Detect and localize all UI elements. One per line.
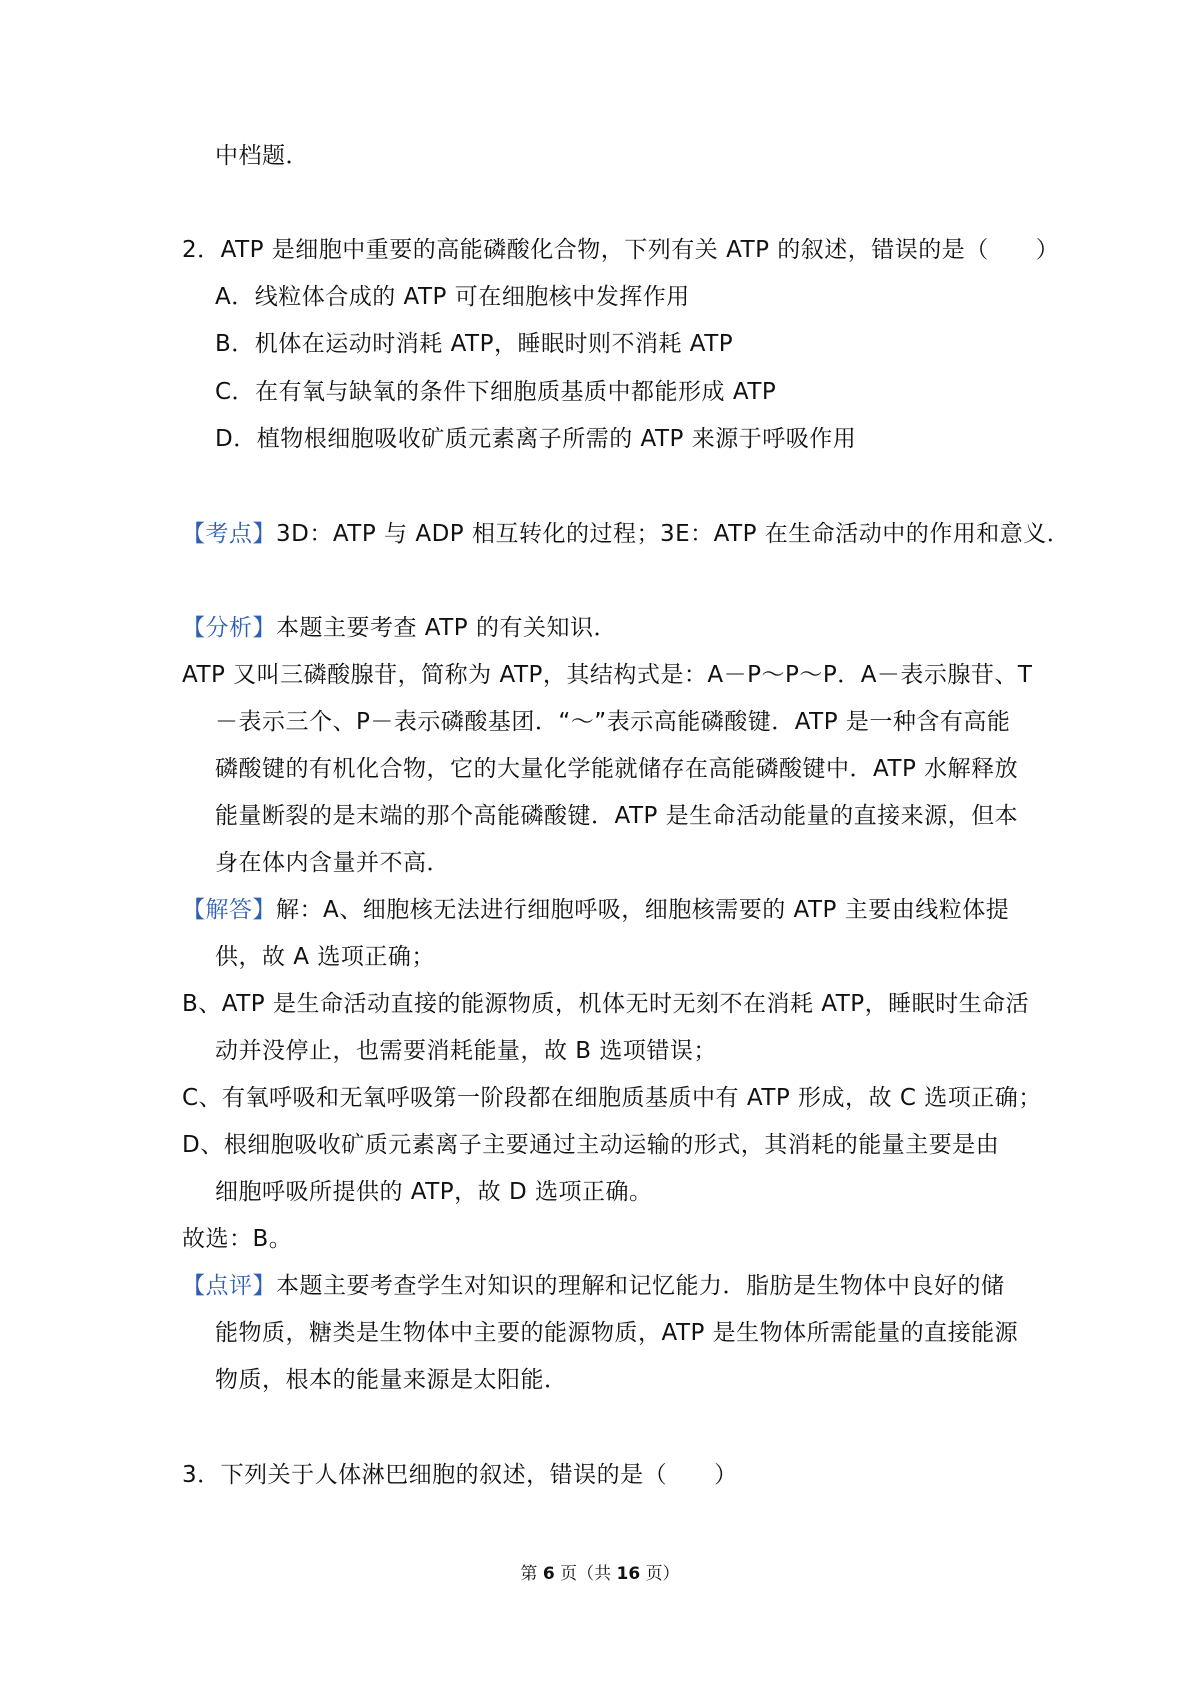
line-text: B、ATP 是生命活动直接的能源物质，机体无时无刻不在消耗 ATP，睡眠时生命活 xyxy=(182,991,1030,1017)
text-line xyxy=(215,1177,653,1207)
line-text: 解：A、细胞核无法进行细胞呼吸，细胞核需要的 ATP 主要由线粒体提 xyxy=(276,897,1010,923)
line-text: 供，故 A 选项正确； xyxy=(215,944,435,970)
text-line xyxy=(215,848,450,878)
text-line xyxy=(215,424,856,454)
text-line xyxy=(182,613,617,643)
text-line xyxy=(182,1083,1042,1113)
line-text: C、有氧呼吸和无氧呼吸第一阶段都在细胞质基质中有 ATP 形成，故 C 选项正确； xyxy=(182,1085,1042,1111)
line-text: 本题主要考查学生对知识的理解和记忆能力．脂肪是生物体中良好的储 xyxy=(276,1273,1005,1299)
line-text: 磷酸键的有机化合物，它的大量化学能就储存在高能磷酸键中．ATP 水解释放 xyxy=(215,756,1019,782)
line-text: 能量断裂的是末端的那个高能磷酸键．ATP 是生命活动能量的直接来源，但本 xyxy=(215,803,1019,829)
text-line xyxy=(182,989,1029,1019)
section-tag: 【点评】 xyxy=(182,1273,276,1299)
line-text: －表示三个、P－表示磷酸基团．“～”表示高能磷酸键．ATP 是一种含有高能 xyxy=(215,709,1011,735)
text-line xyxy=(182,1460,738,1490)
line-text: 中档题． xyxy=(215,143,309,169)
text-line xyxy=(215,1036,717,1066)
text-line xyxy=(215,754,1018,784)
line-text: 故选：B。 xyxy=(182,1226,293,1252)
footer-middle: 页（共 xyxy=(560,1564,612,1584)
line-text: 动并没停止，也需要消耗能量，故 B 选项错误； xyxy=(215,1038,717,1064)
footer-total-pages: 16 xyxy=(616,1564,641,1584)
text-line xyxy=(182,235,1059,265)
text-line xyxy=(215,707,1010,737)
text-line xyxy=(215,1365,568,1395)
footer-page-number: 6 xyxy=(542,1564,555,1584)
line-text: 2．ATP 是细胞中重要的高能磷酸化合物，下列有关 ATP 的叙述，错误的是（ ） xyxy=(182,237,1060,263)
line-text: ATP 又叫三磷酸腺苷，简称为 ATP，其结构式是：A－P～P～P．A－表示腺苷、T xyxy=(182,662,1033,688)
line-text: C．在有氧与缺氧的条件下细胞质基质中都能形成 ATP xyxy=(215,379,777,405)
line-text: 身在体内含量并不高． xyxy=(215,850,450,876)
footer-prefix: 第 xyxy=(520,1564,538,1584)
footer-suffix: 页） xyxy=(645,1564,680,1584)
text-line xyxy=(215,282,690,312)
text-line xyxy=(182,660,1032,690)
line-text: B．机体在运动时消耗 ATP，睡眠时则不消耗 ATP xyxy=(215,331,734,357)
line-text: A．线粒体合成的 ATP 可在细胞核中发挥作用 xyxy=(215,284,690,310)
text-line xyxy=(182,1224,292,1254)
line-text: D．植物根细胞吸收矿质元素离子所需的 ATP 来源于呼吸作用 xyxy=(215,426,857,452)
text-line xyxy=(215,377,776,407)
section-tag: 【解答】 xyxy=(182,897,276,923)
section-tag: 【分析】 xyxy=(182,615,276,641)
page-footer xyxy=(0,1563,1200,1585)
section-tag: 【考点】 xyxy=(182,521,276,547)
text-line xyxy=(182,1130,999,1160)
text-line xyxy=(215,141,309,171)
line-text: 细胞呼吸所提供的 ATP，故 D 选项正确。 xyxy=(215,1179,653,1205)
line-text: 3．下列关于人体淋巴细胞的叙述，错误的是（ ） xyxy=(182,1462,738,1488)
text-line xyxy=(182,519,1070,549)
text-line xyxy=(215,1318,1018,1348)
text-line xyxy=(182,1271,1005,1301)
line-text: D、根细胞吸收矿质元素离子主要通过主动运输的形式，其消耗的能量主要是由 xyxy=(182,1132,1000,1158)
line-text: 本题主要考查 ATP 的有关知识． xyxy=(276,615,617,641)
text-line xyxy=(215,942,435,972)
text-line xyxy=(215,801,1018,831)
line-text: 能物质，糖类是生物体中主要的能源物质，ATP 是生物体所需能量的直接能源 xyxy=(215,1320,1019,1346)
line-text: 物质，根本的能量来源是太阳能． xyxy=(215,1367,568,1393)
text-line xyxy=(182,895,1009,925)
line-text: 3D：ATP 与 ADP 相互转化的过程；3E：ATP 在生命活动中的作用和意义． xyxy=(276,521,1071,547)
text-line xyxy=(215,329,733,359)
